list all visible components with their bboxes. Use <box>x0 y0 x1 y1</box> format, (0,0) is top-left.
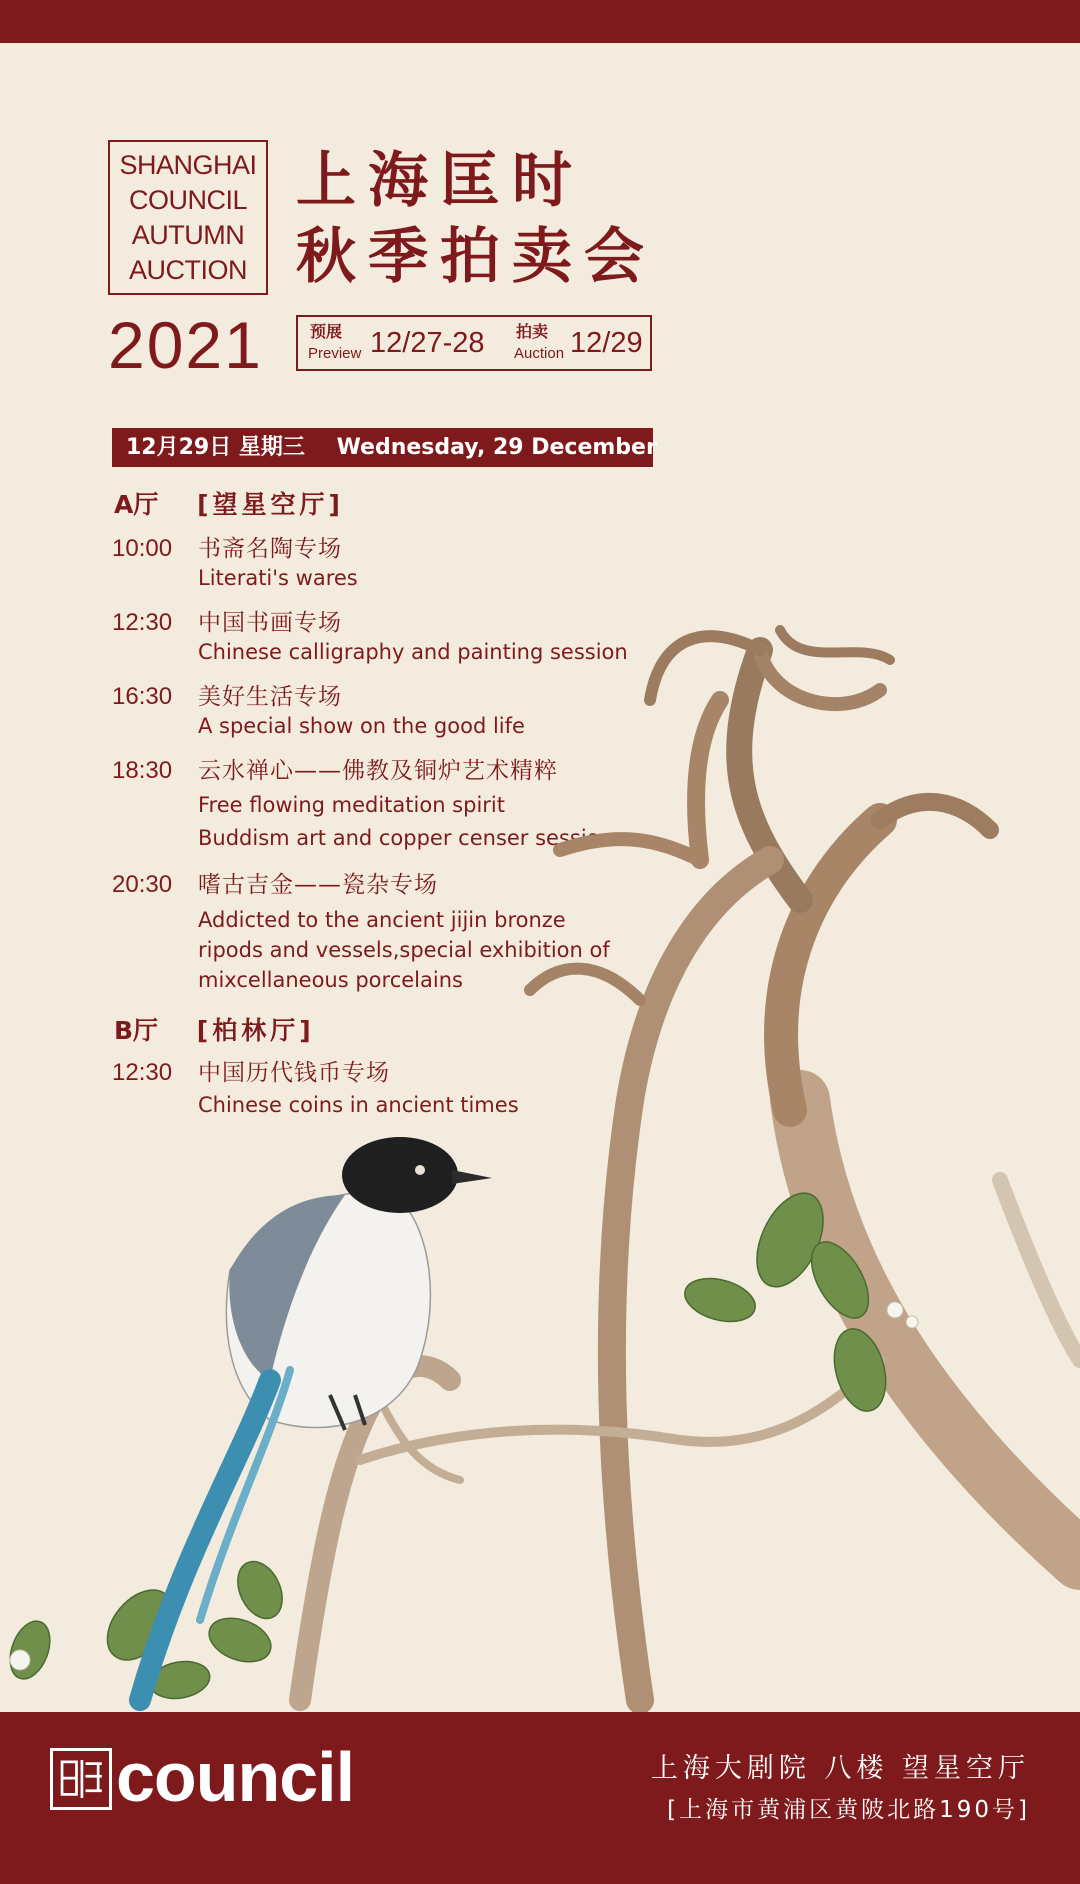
venue-name: 上海大剧院 八楼 望星空厅 <box>650 1753 1030 1784</box>
top-border-bar <box>0 0 1080 43</box>
session-title-en: Free flowing meditation spirit <box>198 793 505 817</box>
chinese-title-line2: 秋季拍卖会 <box>296 222 656 292</box>
english-title-line: AUCTION <box>129 254 247 285</box>
date-banner-en: Wednesday, 29 December <box>336 435 657 460</box>
english-title-line: AUTUMN <box>131 219 245 250</box>
chinese-title-line1: 上海匡时 <box>296 146 584 216</box>
seal-logo-icon <box>50 1748 112 1810</box>
preview-label-cn: 预展 <box>310 322 343 341</box>
session-title-en: mixcellaneous porcelains <box>198 968 463 992</box>
session-title-cn: 书斋名陶专场 <box>198 536 342 562</box>
venue-address: [上海市黄浦区黄陂北路190号] <box>667 1797 1030 1823</box>
magpie-branch-painting <box>0 620 1080 1720</box>
auction-label-cn: 拍卖 <box>516 322 549 341</box>
session-title-en: Literati's wares <box>198 566 358 590</box>
hall-b-label: B厅 <box>114 1016 159 1045</box>
session-title-en: Chinese coins in ancient times <box>198 1093 519 1117</box>
session-time: 12:30 <box>112 1059 173 1086</box>
session-time: 18:30 <box>112 757 173 784</box>
session-title-cn: 中国书画专场 <box>198 610 342 636</box>
session-title-cn: 云水禅心——佛教及铜炉艺术精粹 <box>198 758 558 784</box>
session-title-en: Addicted to the ancient jijin bronze <box>198 908 566 932</box>
preview-dates: 12/27-28 <box>370 327 485 359</box>
session-time: 20:30 <box>112 871 173 898</box>
preview-label-en: Preview <box>308 345 362 362</box>
english-title-line: SHANGHAI <box>119 149 257 180</box>
hall-a-label: A厅 <box>114 490 159 519</box>
date-banner-cn: 12月29日 星期三 <box>126 435 305 460</box>
date-banner <box>112 428 657 467</box>
hall-a-heading <box>114 490 344 520</box>
session-title-cn: 美好生活专场 <box>198 684 342 710</box>
session-title-en: Chinese calligraphy and painting session <box>198 640 628 664</box>
session-time: 16:30 <box>112 683 173 710</box>
auction-label-en: Auction <box>514 345 565 362</box>
session-time: 12:30 <box>112 609 173 636</box>
auction-date: 12/29 <box>570 327 643 359</box>
hall-b-name: [柏林厅] <box>196 1016 315 1045</box>
session-title-en: A special show on the good life <box>198 714 525 738</box>
session-title-cn: 嗜古吉金——瓷杂专场 <box>198 872 438 898</box>
session-title-en: Buddism art and copper censer session <box>198 826 613 850</box>
session-title-cn: 中国历代钱币专场 <box>198 1060 390 1086</box>
session-time: 10:00 <box>112 535 173 562</box>
english-title-line: COUNCIL <box>128 184 247 215</box>
council-logo-text: council <box>116 1738 355 1816</box>
dates-box <box>296 315 652 371</box>
hall-a-name: [望星空厅] <box>197 490 344 519</box>
year: 2021 <box>108 308 263 382</box>
english-title-box <box>108 140 268 295</box>
session-title-en: ripods and vessels,special exhibition of <box>198 938 610 962</box>
